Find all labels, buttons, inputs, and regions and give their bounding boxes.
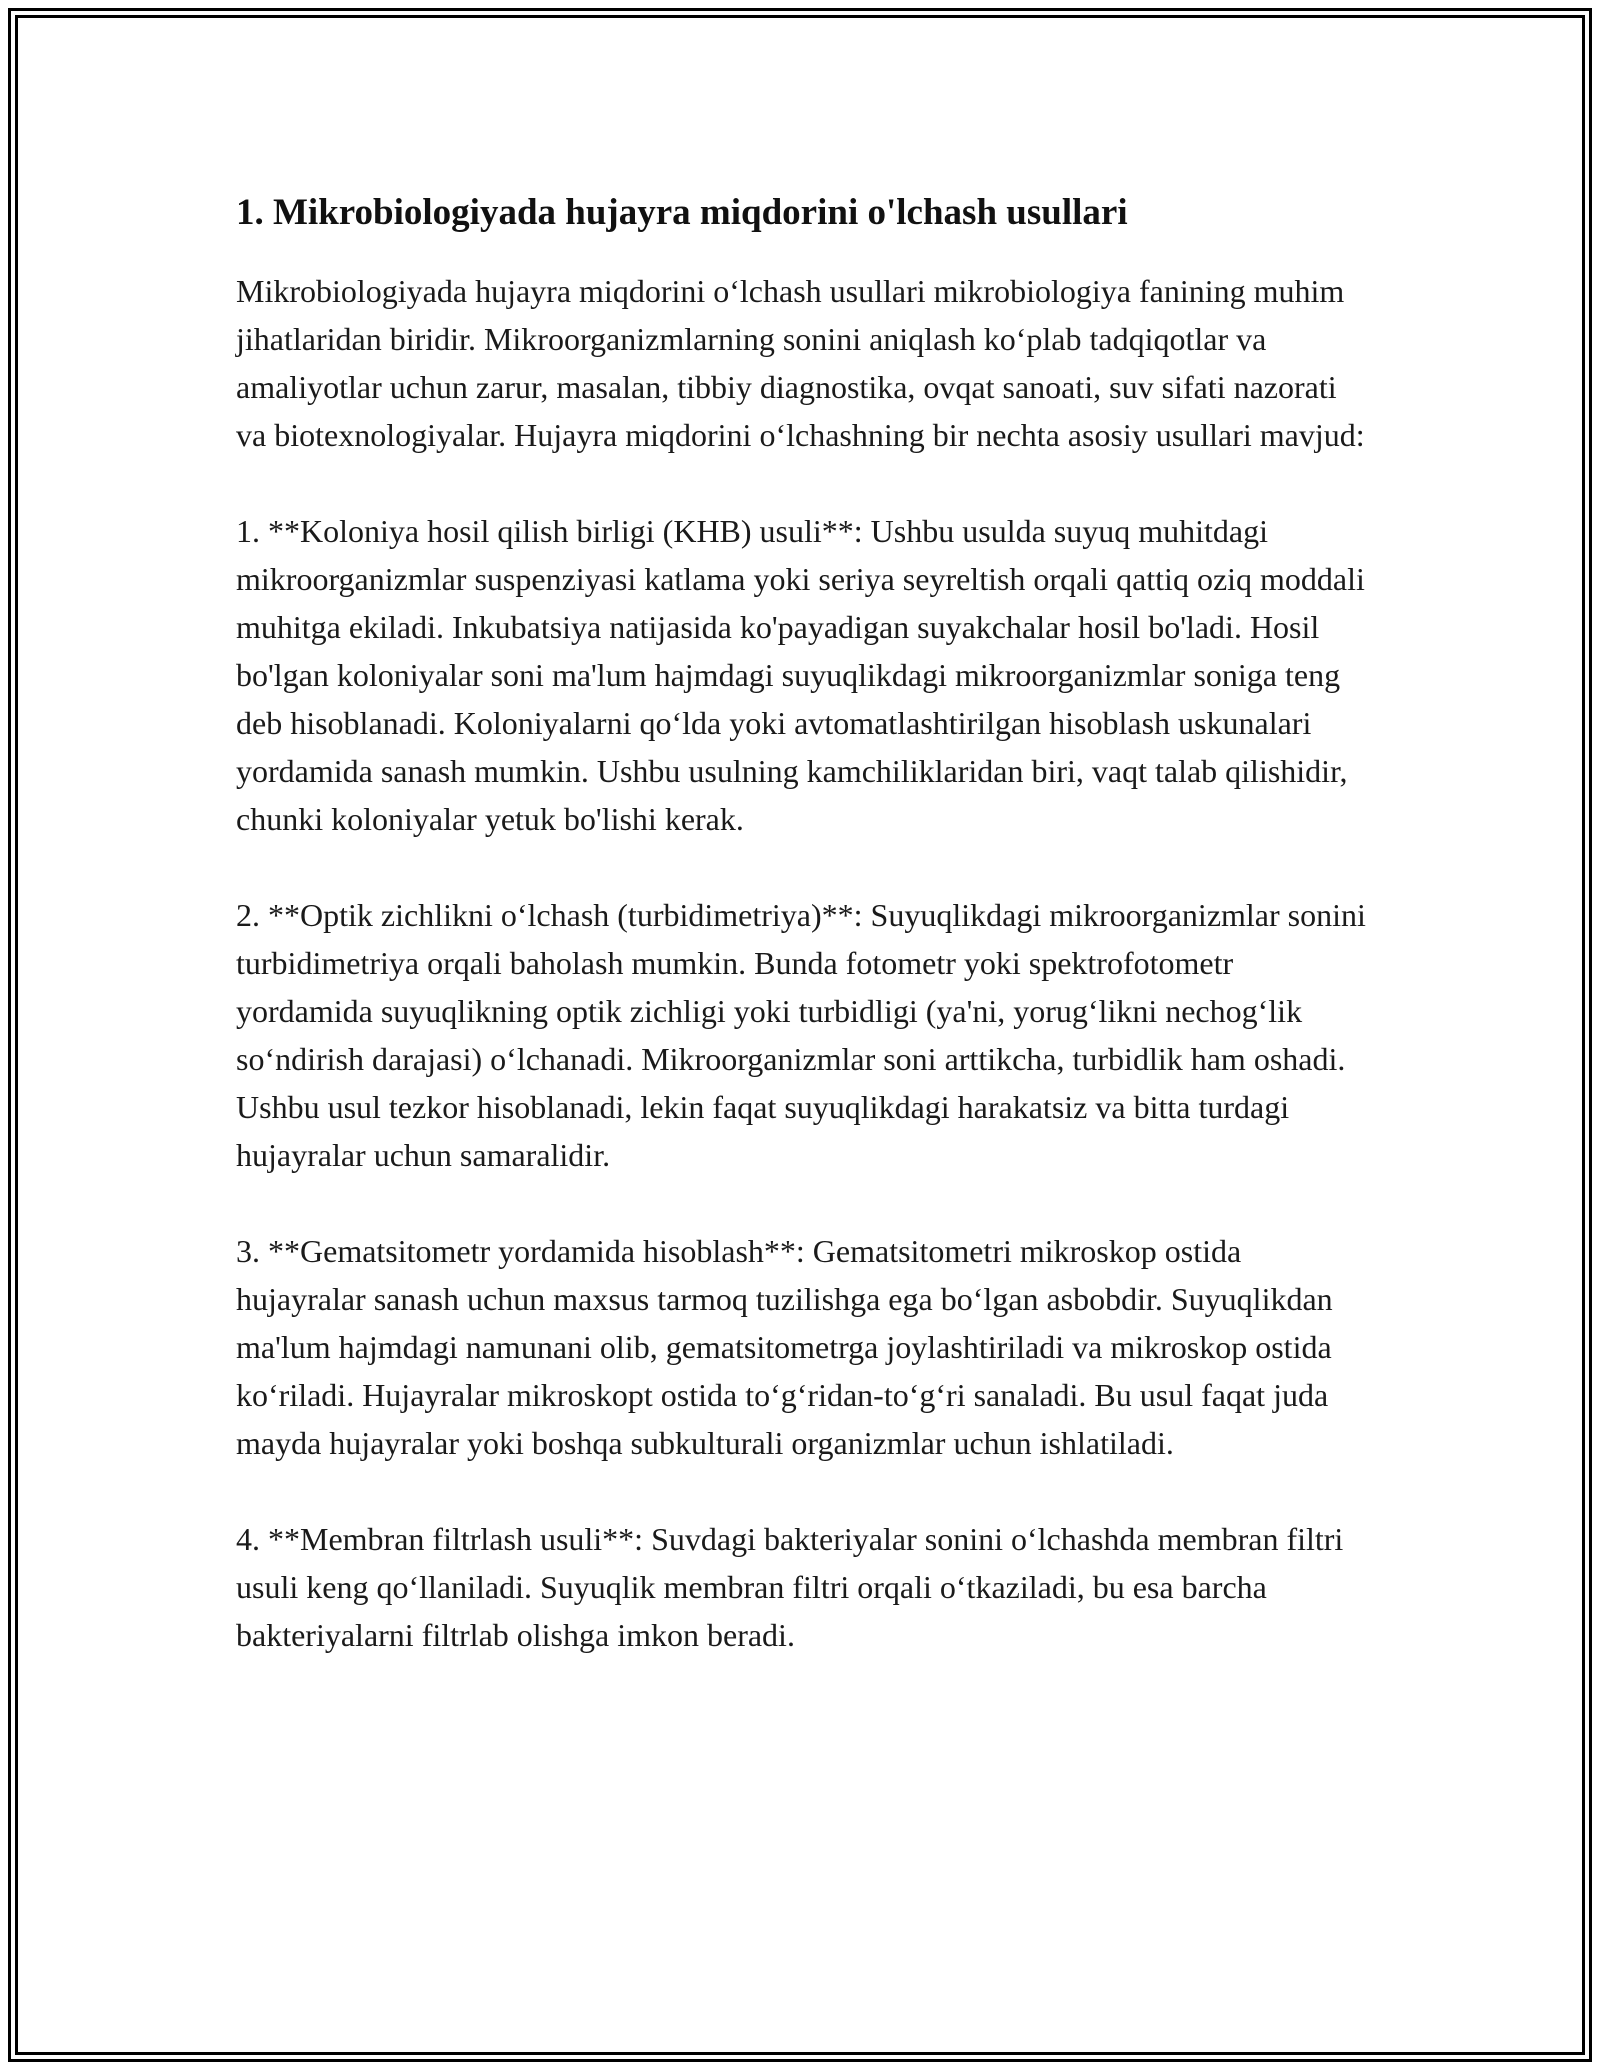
method-3-paragraph: 3. **Gematsitometr yordamida hisoblash**: Gematsitometri mikroskop ostida hujayralar sanash uchun maxsus tarmoq tuzilishga ega bo‘lgan asbobdir. Suyuqlikdan ma'lum hajmdagi namunani olib, gematsitometrga joylashtiriladi va mikroskop ostida ko‘riladi. Hujayralar mikroskopt ostida to‘g‘ridan-to‘g‘ri sanaladi. Bu usul faqat juda mayda hujayralar yoki boshqa subkulturali organizmlar uchun ishlatiladi. — [236, 1233, 1333, 1461]
intro-paragraph: Mikrobiologiyada hujayra miqdorini o‘lchash usullari mikrobiologiya fanining muhim jihatlaridan biridir. Mikroorganizmlarning sonini aniqlash ko‘plab tadqiqotlar va amaliyotlar uchun zarur, masalan, tibbiy diagnostika, ovqat sanoati, suv sifati nazorati va biotexnologiyalar. Hujayra miqdorini o‘lchashning bir nechta asosiy usullari mavjud: — [236, 273, 1365, 453]
method-4-paragraph: 4. **Membran filtrlash usuli**: Suvdagi bakteriyalar sonini o‘lchashda membran filtri usuli keng qo‘llaniladi. Suyuqlik membran filtri orqali o‘tkaziladi, bu esa barcha bakteriyalarni filtrlab olishga imkon beradi. — [236, 1521, 1344, 1653]
method-2-paragraph: 2. **Optik zichlikni o‘lchash (turbidimetriya)**: Suyuqlikdagi mikroorganizmlar sonini turbidimetriya orqali baholash mumkin. Bunda fotometr yoki spektrofotometr yordamida suyuqlikning optik zichligi yoki turbidligi (ya'ni, yorug‘likni nechog‘lik so‘ndirish darajasi) o‘lchanadi. Mikroorganizmlar soni arttikcha, turbidlik ham oshadi. Ushbu usul tezkor hisoblanadi, lekin faqat suyuqlikdagi harakatsiz va bitta turdagi hujayralar uchun samaralidir. — [236, 897, 1366, 1173]
method-1-paragraph: 1. **Koloniya hosil qilish birligi (KHB) usuli**: Ushbu usulda suyuq muhitdagi mikroorganizmlar suspenziyasi katlama yoki seriya seyreltish orqali qattiq oziq moddali muhitga ekiladi. Inkubatsiya natijasida ko'payadigan suyakchalar hosil bo'ladi. Hosil bo'lgan koloniyalar soni ma'lum hajmdagi suyuqlikdagi mikroorganizmlar soniga teng deb hisoblanadi. Koloniyalarni qo‘lda yoki avtomatlashtirilgan hisoblash uskunalari yordamida sanash mumkin. Ushbu usulning kamchiliklaridan biri, vaqt talab qilishidir, chunki koloniyalar yetuk bo'lishi kerak. — [236, 513, 1365, 837]
document-title: 1. Mikrobiologiyada hujayra miqdorini o'lchash usullari — [236, 192, 1128, 233]
document-body — [236, 185, 1366, 1707]
